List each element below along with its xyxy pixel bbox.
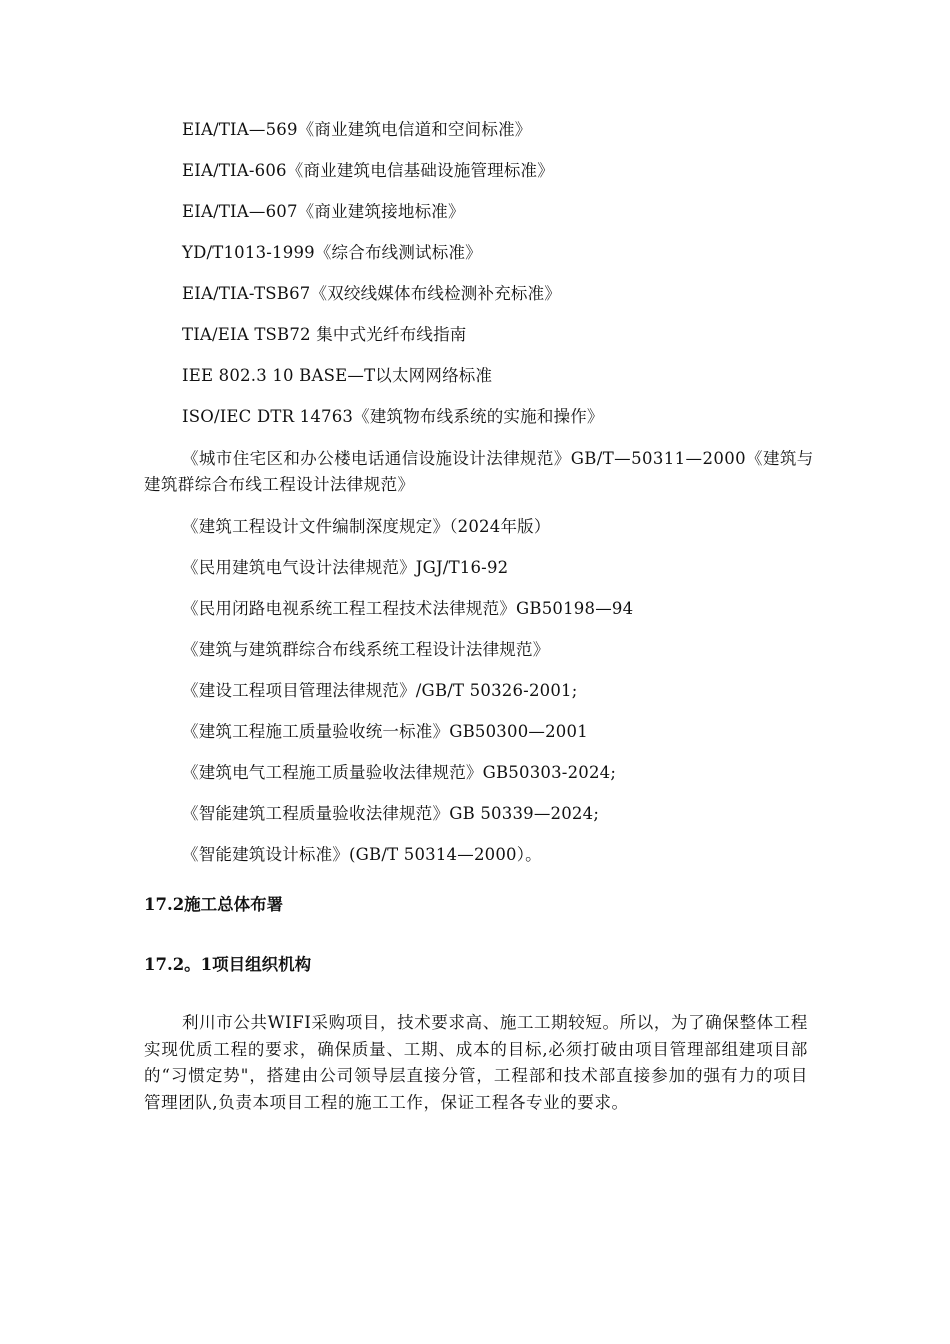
standards-list — [144, 118, 814, 884]
standard-item: 《智能建筑工程质量验收法律规范》GB 50339—2024; — [182, 804, 600, 823]
standard-item: 《建筑工程施工质量验收统一标准》GB50300—2001 — [182, 722, 588, 741]
standard-item: YD/T1013-1999《综合布线测试标准》 — [182, 243, 482, 262]
standard-item: TIA/EIA TSB72 集中式光纤布线指南 — [182, 325, 467, 344]
standard-item: 《建筑电气工程施工质量验收法律规范》GB50303-2024; — [182, 763, 617, 782]
standard-item: 《建筑与建筑群综合布线系统工程设计法律规范》 — [182, 640, 550, 659]
standard-item: 《民用闭路电视系统工程工程技术法律规范》GB50198—94 — [182, 599, 634, 618]
standard-item: EIA/TIA—569《商业建筑电信道和空间标准》 — [182, 120, 532, 139]
standard-item: 《城市住宅区和办公楼电话通信设施设计法律规范》GB/T—50311—2000《建筑与建筑群综合布线工程设计法律规范》 — [144, 449, 814, 494]
standard-item: EIA/TIA-TSB67《双绞线媒体布线检测补充标准》 — [182, 284, 561, 303]
standard-item: 《建设工程项目管理法律规范》/GB/T 50326-2001; — [182, 681, 578, 700]
subsection-heading: 17.2。1项目组织机构 — [144, 955, 312, 974]
standard-item: 《建筑工程设计文件编制深度规定》（2024年版） — [182, 517, 551, 536]
standard-item: EIA/TIA-606《商业建筑电信基础设施管理标准》 — [182, 161, 554, 180]
body-paragraph: 利川市公共WIFI采购项目，技术要求高、施工工期较短。所以，为了确保整体工程实现优质工程的要求，确保质量、工期、成本的目标,必须打破由项目管理部组建项目部的“习惯定势"，搭建由公司领导层直接分管，工程部和技术部直接参加的强有力的项目管理团队,负责本项目工程的施工工作，保证工程各专业的要求。 — [144, 1013, 808, 1112]
standard-item: IEE 802.3 10 BASE—T以太网网络标准 — [182, 366, 493, 385]
standard-item: ISO/IEC DTR 14763《建筑物布线系统的实施和操作》 — [182, 407, 604, 426]
standard-item: EIA/TIA—607《商业建筑接地标准》 — [182, 202, 465, 221]
section-heading: 17.2施工总体布署 — [144, 895, 284, 914]
standard-item: 《民用建筑电气设计法律规范》JGJ/T16-92 — [182, 558, 509, 577]
standard-item: 《智能建筑设计标准》(GB/T 50314—2000）。 — [182, 845, 542, 864]
